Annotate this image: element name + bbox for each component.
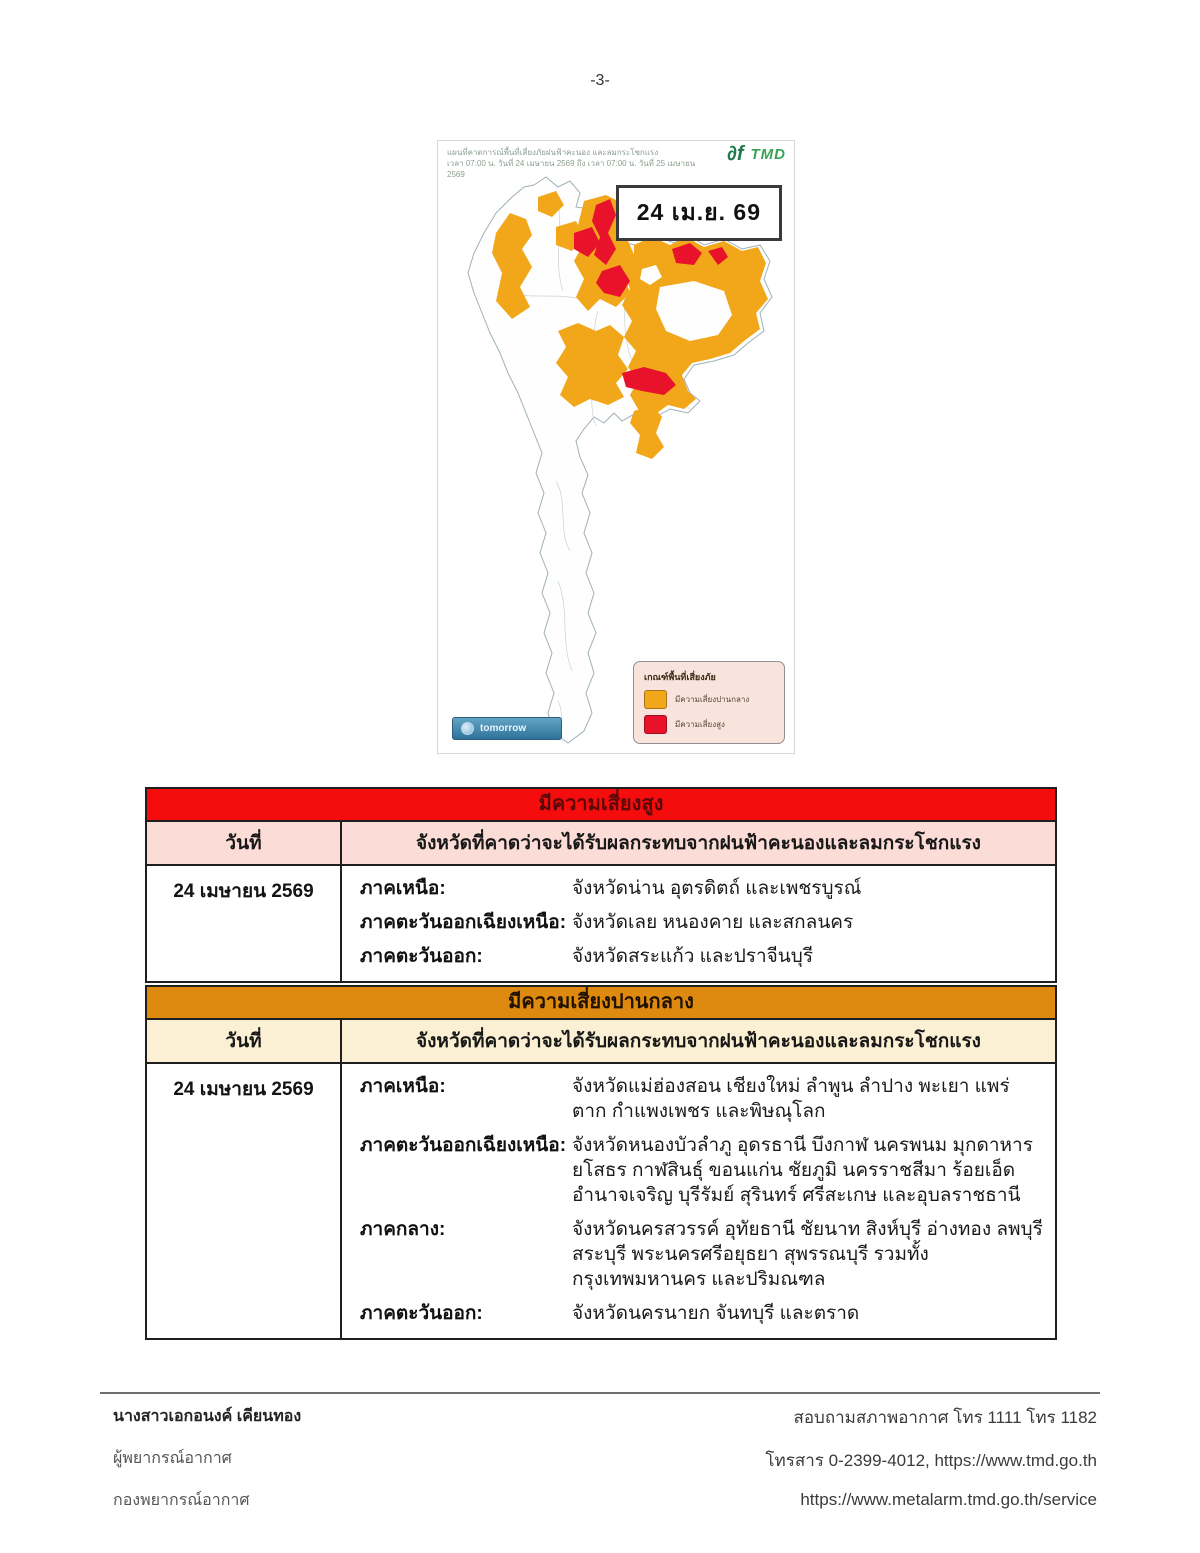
column-header-provinces: จังหวัดที่คาดว่าจะได้รับผลกระทบจากฝนฟ้าคะนองและลมกระโชกแรง — [416, 1031, 981, 1052]
region-label: ภาคตะวันออกเฉียงเหนือ: — [360, 911, 567, 933]
medium-risk-table-subheader — [147, 1020, 1055, 1064]
province-list: จังหวัดน่าน อุตรดิตถ์ และเพชรบูรณ์ — [572, 877, 862, 899]
legend-title: เกณฑ์พื้นที่เสี่ยงภัย — [644, 672, 716, 682]
legend-item-medium — [644, 690, 774, 709]
map-date-badge: 24 เม.ย. 69 — [616, 185, 782, 241]
column-header-provinces: จังหวัดที่คาดว่าจะได้รับผลกระทบจากฝนฟ้าคะนองและลมกระโชกแรง — [416, 833, 981, 854]
region-label: ภาคเหนือ: — [360, 1075, 446, 1097]
table-row — [360, 1212, 1045, 1296]
table-row — [360, 1069, 1045, 1128]
table-row — [360, 1128, 1045, 1212]
table-row — [360, 871, 1045, 905]
high-risk-table — [145, 787, 1057, 983]
contact-fax-web[interactable]: โทรสาร 0-2399-4012, https://www.tmd.go.th — [765, 1451, 1097, 1470]
forecaster-name: นางสาวเอกอนงค์ เคียนทอง — [113, 1408, 302, 1425]
medium-risk-table-body — [147, 1064, 1055, 1338]
medium-risk-swatch — [644, 690, 667, 709]
legend-label: มีความเสี่ยงปานกลาง — [675, 695, 750, 704]
details-cell — [342, 1064, 1055, 1338]
forecaster-title: ผู้พยากรณ์อากาศ — [113, 1450, 232, 1467]
province-list: จังหวัดนครนายก จันทบุรี และตราด — [572, 1302, 860, 1324]
high-risk-table-body — [147, 866, 1055, 981]
region-label: ภาคตะวันออก: — [360, 945, 483, 967]
footer-author-block — [113, 1404, 301, 1530]
region-label: ภาคเหนือ: — [360, 877, 446, 899]
tmd-logo-text: TMD — [750, 146, 786, 163]
legend-item-high — [644, 715, 774, 734]
agency-logos — [727, 143, 786, 166]
map-title: แผนที่คาดการณ์พื้นที่เสี่ยงภัยฝนฟ้าคะนอง และลมกระโชกแรง — [447, 148, 659, 157]
high-risk-swatch — [644, 715, 667, 734]
footer-divider — [100, 1392, 1100, 1394]
legend-label: มีความเสี่ยงสูง — [675, 720, 725, 729]
map-subtitle: เวลา 07:00 น. วันที่ 24 เมษายน 2569 ถึง เวลา 07:00 น. วันที่ 25 เมษายน 2569 — [447, 159, 696, 179]
province-list: จังหวัดแม่ฮ่องสอน เชียงใหม่ ลำพูน ลำปาง พะเยา แพร่ ตาก กำแพงเพชร และพิษณุโลก — [572, 1075, 1010, 1122]
region-label: ภาคตะวันออกเฉียงเหนือ: — [360, 1134, 567, 1156]
page-number: -3- — [590, 72, 610, 89]
medium-risk-table — [145, 985, 1057, 1340]
province-list: จังหวัดหนองบัวลำภู อุดรธานี บึงกาฬ นครพนม มุกดาหาร ยโสธร กาฬสินธุ์ ขอนแก่น ชัยภูมิ นครราชสีมา ร้อยเอ็ด อำนาจเจริญ บุรีรัมย์ สุรินทร์ ศรีสะเกษ และอุบลราชธานี — [572, 1134, 1033, 1206]
map-header — [447, 147, 697, 180]
column-header-date: วันที่ — [147, 822, 342, 864]
high-risk-table-title: มีความเสี่ยงสูง — [147, 789, 1055, 822]
table-row — [360, 939, 1045, 973]
tomorrow-button-label: tomorrow — [480, 723, 527, 734]
table-row — [360, 1296, 1045, 1330]
table-row — [360, 905, 1045, 939]
tomorrow-button[interactable] — [452, 717, 562, 740]
province-list: จังหวัดนครสวรรค์ อุทัยธานี ชัยนาท สิงห์บุรี อ่างทอง ลพบุรี สระบุรี พระนครศรีอยุธยา สุพรรณบุรี รวมทั้งกรุงเทพมหานคร และปริมณฑล — [572, 1218, 1043, 1290]
date-cell: 24 เมษายน 2569 — [147, 1064, 342, 1338]
details-cell — [342, 866, 1055, 981]
region-label: ภาคตะวันออก: — [360, 1302, 483, 1324]
date-cell: 24 เมษายน 2569 — [147, 866, 342, 981]
forecaster-division: กองพยากรณ์อากาศ — [113, 1492, 250, 1509]
contact-metalarm-url[interactable]: https://www.metalarm.tmd.go.th/service — [800, 1490, 1097, 1509]
department-logo-icon: ∂f — [726, 143, 744, 165]
medium-risk-table-title: มีความเสี่ยงปานกลาง — [147, 987, 1055, 1020]
province-list: จังหวัดเลย หนองคาย และสกลนคร — [572, 911, 854, 933]
weather-risk-map — [437, 140, 795, 754]
column-header-date: วันที่ — [147, 1020, 342, 1062]
contact-phone: สอบถามสภาพอากาศ โทร 1111 โทร 1182 — [793, 1408, 1097, 1427]
region-label: ภาคกลาง: — [360, 1218, 446, 1240]
footer-contact-block — [765, 1404, 1097, 1526]
globe-icon — [461, 722, 474, 735]
high-risk-table-subheader — [147, 822, 1055, 866]
map-legend — [633, 661, 785, 744]
province-list: จังหวัดสระแก้ว และปราจีนบุรี — [572, 945, 814, 967]
